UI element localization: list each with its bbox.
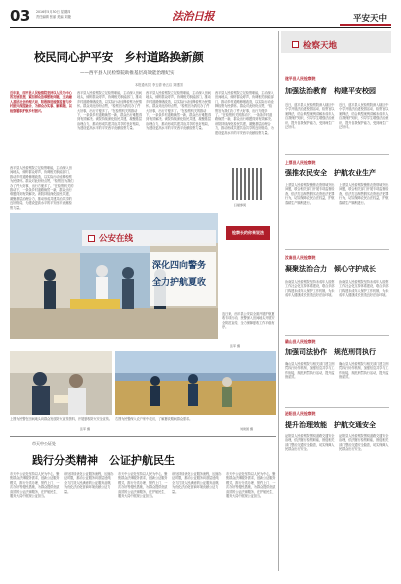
right-column-divider xyxy=(278,31,279,571)
gongan-credit-top: 张军 摄 xyxy=(230,344,240,348)
rc-item-4-body: 确山县人民检察院与相关部门建立刑罚执行协作机制，加强信息共享与工作衔接，规范刑罚执行活动，提升监督质效。 xyxy=(285,362,335,380)
gongan-banner-line-1: 深化四向警务 xyxy=(152,261,207,271)
editor-line: 责任编辑 张丽 美编 刘婕 xyxy=(36,15,71,19)
credit-bottom-left: 张军 摄 xyxy=(80,427,90,431)
promo-label: 检察长约你来说法 xyxy=(232,230,264,235)
bottom-col-1: 市天中公证处坚持以人民为中心，聚焦群众法律服务需求，创新公证服务模式，推行分类办理、预约上门、一次办好等便民措施，为群众提供优质高效的公证法律服务，在护航民生、服务大局中展现公证担当。 xyxy=(10,472,60,499)
gongan-banner-line-2: 全力护航夏收 xyxy=(152,278,207,288)
right-header-title: 检察天地 xyxy=(303,41,338,51)
rc-item-2-title: 强推农民安全 护航农业生产 xyxy=(285,168,376,177)
rc-item-4-org: 确山县人民检察院 xyxy=(285,339,316,344)
photo-police-with-elderly xyxy=(10,351,112,415)
lead-body-col-2: 西平县人民检察院立足检察职能，主动深入田间地头，倾听群众呼声，协调相关职能部门，推动乡村道路修缮改造，以实际行动诠释检察为民情怀。群众对此纷纷点赞，“检察官为我们办了件大好事，出行方便多了。”在检察机关的推动下，一条条乡村道路焕然一新，群众出行难题得到有效解决。该院持续深化检民共建，凝聚基层治理合力，推动形成共建共治共享的良好格局，为建设更高水平的平安西平贡献检察力量。 xyxy=(77,91,142,131)
rc-item-5-body: 泌阳县人民检察院围绕道路交通安全治理，依法履行检察职能，督促相关部门整治交通安全隐患，切实保障人民群众出行安全。 xyxy=(285,434,335,452)
bottom-kicker: 市天中公证处 xyxy=(32,441,56,446)
right-header-square-icon xyxy=(292,41,299,48)
page-number: 03 xyxy=(10,7,30,25)
promo-box xyxy=(226,226,270,240)
rc-item-4-body-b: 确山县人民检察院与相关部门建立刑罚执行协作机制，加强信息共享与工作衔接，规范刑罚执行活动，提升监督质效。 xyxy=(339,362,389,380)
rc-divider-4 xyxy=(285,407,389,408)
rc-item-5-org: 泌阳县人民检察院 xyxy=(285,411,316,416)
qr-label: 扫描参阅 xyxy=(234,203,247,207)
rc-item-1-title: 加强法治教育 构建平安校园 xyxy=(285,86,376,95)
credit-bottom-right: 刘建国 摄 xyxy=(240,427,253,431)
lead-title: 校民同心护平安 乡村道路换新颜 xyxy=(34,50,204,64)
lead-byline: 本报通讯员 李五德 徐五启 刘建国 xyxy=(135,83,183,87)
caption-bottom-left: 上图为民警在田间地头向群众发放防火宣传资料，开展夏收防火安全宣传。 xyxy=(10,417,112,421)
rc-item-1-body-b: 近日，遂平县人民检察院深入辖区中小学开展法治进校园活动，检察官以案释法，结合典型案例讲解未成年人自我保护知识，引导学生增强法治意识，提升自我保护能力，受到师生广泛好评。 xyxy=(339,103,389,130)
rc-item-2-body-b: 上蔡县人民检察院聚焦农资领域突出问题，联合相关部门开展专项监督检查，依法打击制售假劣农资违法犯罪行为，切实保障农民合法权益，护航春耕生产顺利进行。 xyxy=(339,183,389,205)
lead-intro: 近年来，西平县人民检察院坚持以人民为中心的发展思想，紧扣群众急难愁盼问题，主动融入基层社会治理大局，积极推进检察监督与乡村振兴深度融合，为群众办实事、解难题，以检察履职护航乡村振兴。 xyxy=(10,91,72,113)
masthead-rule-red xyxy=(340,24,391,26)
qr-code xyxy=(232,168,264,200)
gongan-square-icon xyxy=(88,235,95,242)
rc-item-5-body-b: 泌阳县人民检察院围绕道路交通安全治理，依法履行检察职能，督促相关部门整治交通安全隐患，切实保障人民群众出行安全。 xyxy=(339,434,389,452)
gongan-caption-top: 连日来，西平县公安局全面开展护航夏收专项行动，民警深入田间地头开展安全防范宣传，全力保障夏收工作平稳有序。 xyxy=(222,312,275,330)
rc-item-1-org: 遂平县人民检察院 xyxy=(285,76,316,81)
caption-bottom-right: 右图为民警深入农户家中走访，了解夏收期间群众需求。 xyxy=(115,417,193,421)
bottom-col-3: 市天中公证处坚持以人民为中心，聚焦群众法律服务需求，创新公证服务模式，推行分类办理、预约上门、一次办好等便民措施，为群众提供优质高效的公证法律服务，在护航民生、服务大局中展现公证担当。 xyxy=(118,472,168,499)
bottom-col-2: 该处持续优化公证服务流程，压缩办证时限，推动公证服务向基层延伸，全力打造人民满意的公证服务品牌，为优化法治化营商环境贡献公证力量。 xyxy=(64,472,114,494)
rc-item-2-body: 上蔡县人民检察院聚焦农资领域突出问题，联合相关部门开展专项监督检查，依法打击制售假劣农资违法犯罪行为，切实保障农民合法权益，护航春耕生产顺利进行。 xyxy=(285,183,335,205)
bottom-col-5: 市天中公证处坚持以人民为中心，聚焦群众法律服务需求，创新公证服务模式，推行分类办理、预约上门、一次办好等便民措施，为群众提供优质高效的公证法律服务，在护航民生、服务大局中展现公证担当。 xyxy=(226,472,276,499)
rc-item-2-org: 上蔡县人民检察院 xyxy=(285,160,316,165)
rc-item-4-title: 加强司法协作 规范刑罚执行 xyxy=(285,347,376,356)
rc-divider-2 xyxy=(285,249,389,250)
rc-item-1-body: 近日，遂平县人民检察院深入辖区中小学开展法治进校园活动，检察官以案释法，结合典型案例讲解未成年人自我保护知识，引导学生增强法治意识，提升自我保护能力，受到师生广泛好评。 xyxy=(285,103,335,130)
bottom-title: 践行分类精神 公证护航民生 xyxy=(32,454,175,467)
rc-divider-3 xyxy=(285,335,389,336)
lead-subtitle: ——西平县人民检察院助推基层高效能治理纪实 xyxy=(80,71,175,76)
rc-item-3-body: 汝南县人民检察院坚持未成年人检察工作社会化支持体系建设，联合多部门构建未成年人保护工作机制，为未成年人健康成长营造良好法治环境。 xyxy=(285,280,335,298)
bottom-top-rule xyxy=(10,436,276,437)
photo-police-in-field xyxy=(115,351,276,415)
date-line: 2016年5月30日 星期四 xyxy=(36,10,71,14)
section-name: 平安天中 xyxy=(352,14,387,24)
bottom-col-4: 该处持续优化公证服务流程，压缩办证时限，推动公证服务向基层延伸，全力打造人民满意的公证服务品牌，为优化法治化营商环境贡献公证力量。 xyxy=(172,472,222,494)
rc-item-5-title: 提升治理效能 护航交通安全 xyxy=(285,420,376,429)
lead-body-col-4: 西平县人民检察院立足检察职能，主动深入田间地头，倾听群众呼声，协调相关职能部门，推动乡村道路修缮改造，以实际行动诠释检察为民情怀。群众对此纷纷点赞，“检察官为我们办了件大好事，出行方便多了。”在检察机关的推动下，一条条乡村道路焕然一新，群众出行难题得到有效解决。该院持续深化检民共建，凝聚基层治理合力，推动形成共建共治共享的良好格局，为建设更高水平的平安西平贡献检察力量。 xyxy=(215,91,274,135)
rc-item-3-org: 汝南县人民检察院 xyxy=(285,255,316,260)
lead-body-col-3: 西平县人民检察院立足检察职能，主动深入田间地头，倾听群众呼声，协调相关职能部门，推动乡村道路修缮改造，以实际行动诠释检察为民情怀。群众对此纷纷点赞，“检察官为我们办了件大好事，出行方便多了。”在检察机关的推动下，一条条乡村道路焕然一新，群众出行难题得到有效解决。该院持续深化检民共建，凝聚基层治理合力，推动形成共建共治共享的良好格局，为建设更高水平的平安西平贡献检察力量。 xyxy=(146,91,211,131)
masthead-rule xyxy=(10,27,391,28)
rc-item-3-title: 凝聚法治合力 倾心守护成长 xyxy=(285,264,376,273)
masthead xyxy=(10,7,391,27)
lead-body-col-1: 西平县人民检察院立足检察职能，主动深入田间地头，倾听群众呼声，协调相关职能部门，推动乡村道路修缮改造，以实际行动诠释检察为民情怀。群众对此纷纷点赞，“检察官为我们办了件大好事，出行方便多了。”在检察机关的推动下，一条条乡村道路焕然一新，群众出行难题得到有效解决。该院持续深化检民共建，凝聚基层治理合力，推动形成共建共治共享的良好格局，为建设更高水平的平安西平贡献检察力量。 xyxy=(10,166,74,210)
rc-item-3-body-b: 汝南县人民检察院坚持未成年人检察工作社会化支持体系建设，联合多部门构建未成年人保护工作机制，为未成年人健康成长营造良好法治环境。 xyxy=(339,280,389,298)
rc-divider-1 xyxy=(285,154,389,155)
gongan-header-title: 公安在线 xyxy=(99,234,134,244)
brand-logo: 法治日报 xyxy=(172,10,214,23)
